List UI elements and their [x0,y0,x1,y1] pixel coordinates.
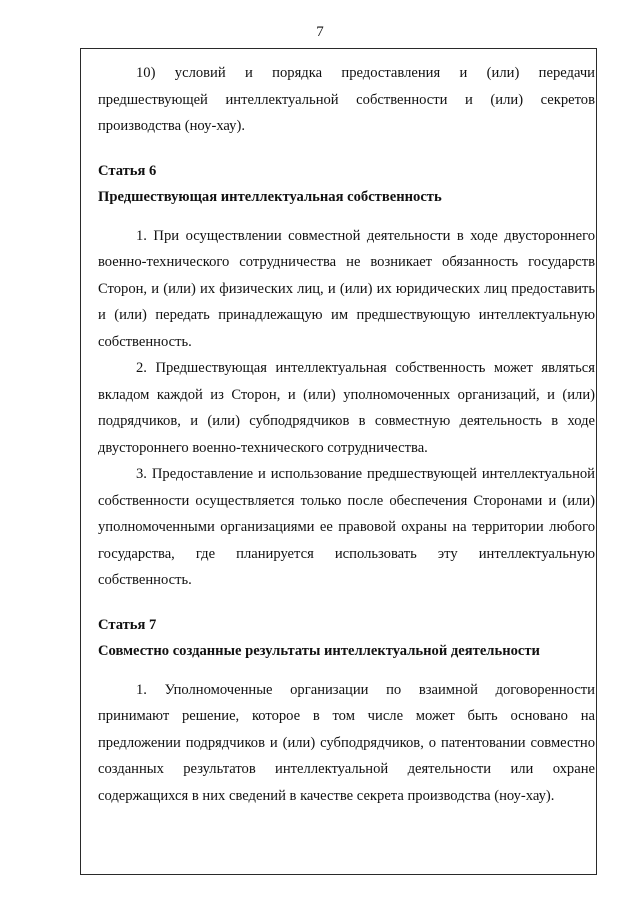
article-6-paragraph-1: 1. При осуществлении совместной деятельности в ходе двустороннего военно-технического сотрудничества не возникает обязанность государств Сторон, и (или) их физических лиц, и (или) их юридических лиц предоставить и (или) передать принадлежащую им предшествующую интеллектуальную собственность. [98,227,595,350]
article-6-number: Статья 6 [98,162,157,179]
spacer [98,594,595,612]
article-7-title: Совместно созданные результаты интеллектуальной деятельности [98,643,540,659]
article-7-number: Статья 7 [98,616,157,633]
spacer [98,211,595,223]
spacer [98,665,595,677]
article-7-paragraph-1: 1. Уполномоченные организации по взаимной договоренности принимают решение, которое в том числе может быть основано на предложении подрядчиков и (или) субподрядчиков, о патентовании совместно созданных результатов интеллектуальной деятельности или охране содержащихся в них сведений в качестве секрета производства (ноу-хау). [98,681,595,804]
article-6-title: Предшествующая интеллектуальная собственность [98,189,442,205]
page-number: 7 [316,24,324,40]
intro-paragraph: 10) условий и порядка предоставления и (или) передачи предшествующей интеллектуальной собственности и (или) секретов производства (ноу-хау). [98,65,595,134]
article-6-paragraph-2: 2. Предшествующая интеллектуальная собственность может являться вкладом каждой из Сторон, и (или) уполномоченных организаций, и (или) подрядчиков, и (или) субподрядчиков в совместную деятельность в ходе двустороннего военно-технического сотрудничества. [98,360,595,456]
article-6-paragraph-3: 3. Предоставление и использование предшествующей интеллектуальной собственности осуществляется только после обеспечения Сторонами и (или) уполномоченными организациями ее правовой охраны на территории любого государства, где планируется использовать эту интеллектуальную собственность. [98,466,595,588]
spacer [98,140,595,158]
document-body [98,60,595,809]
